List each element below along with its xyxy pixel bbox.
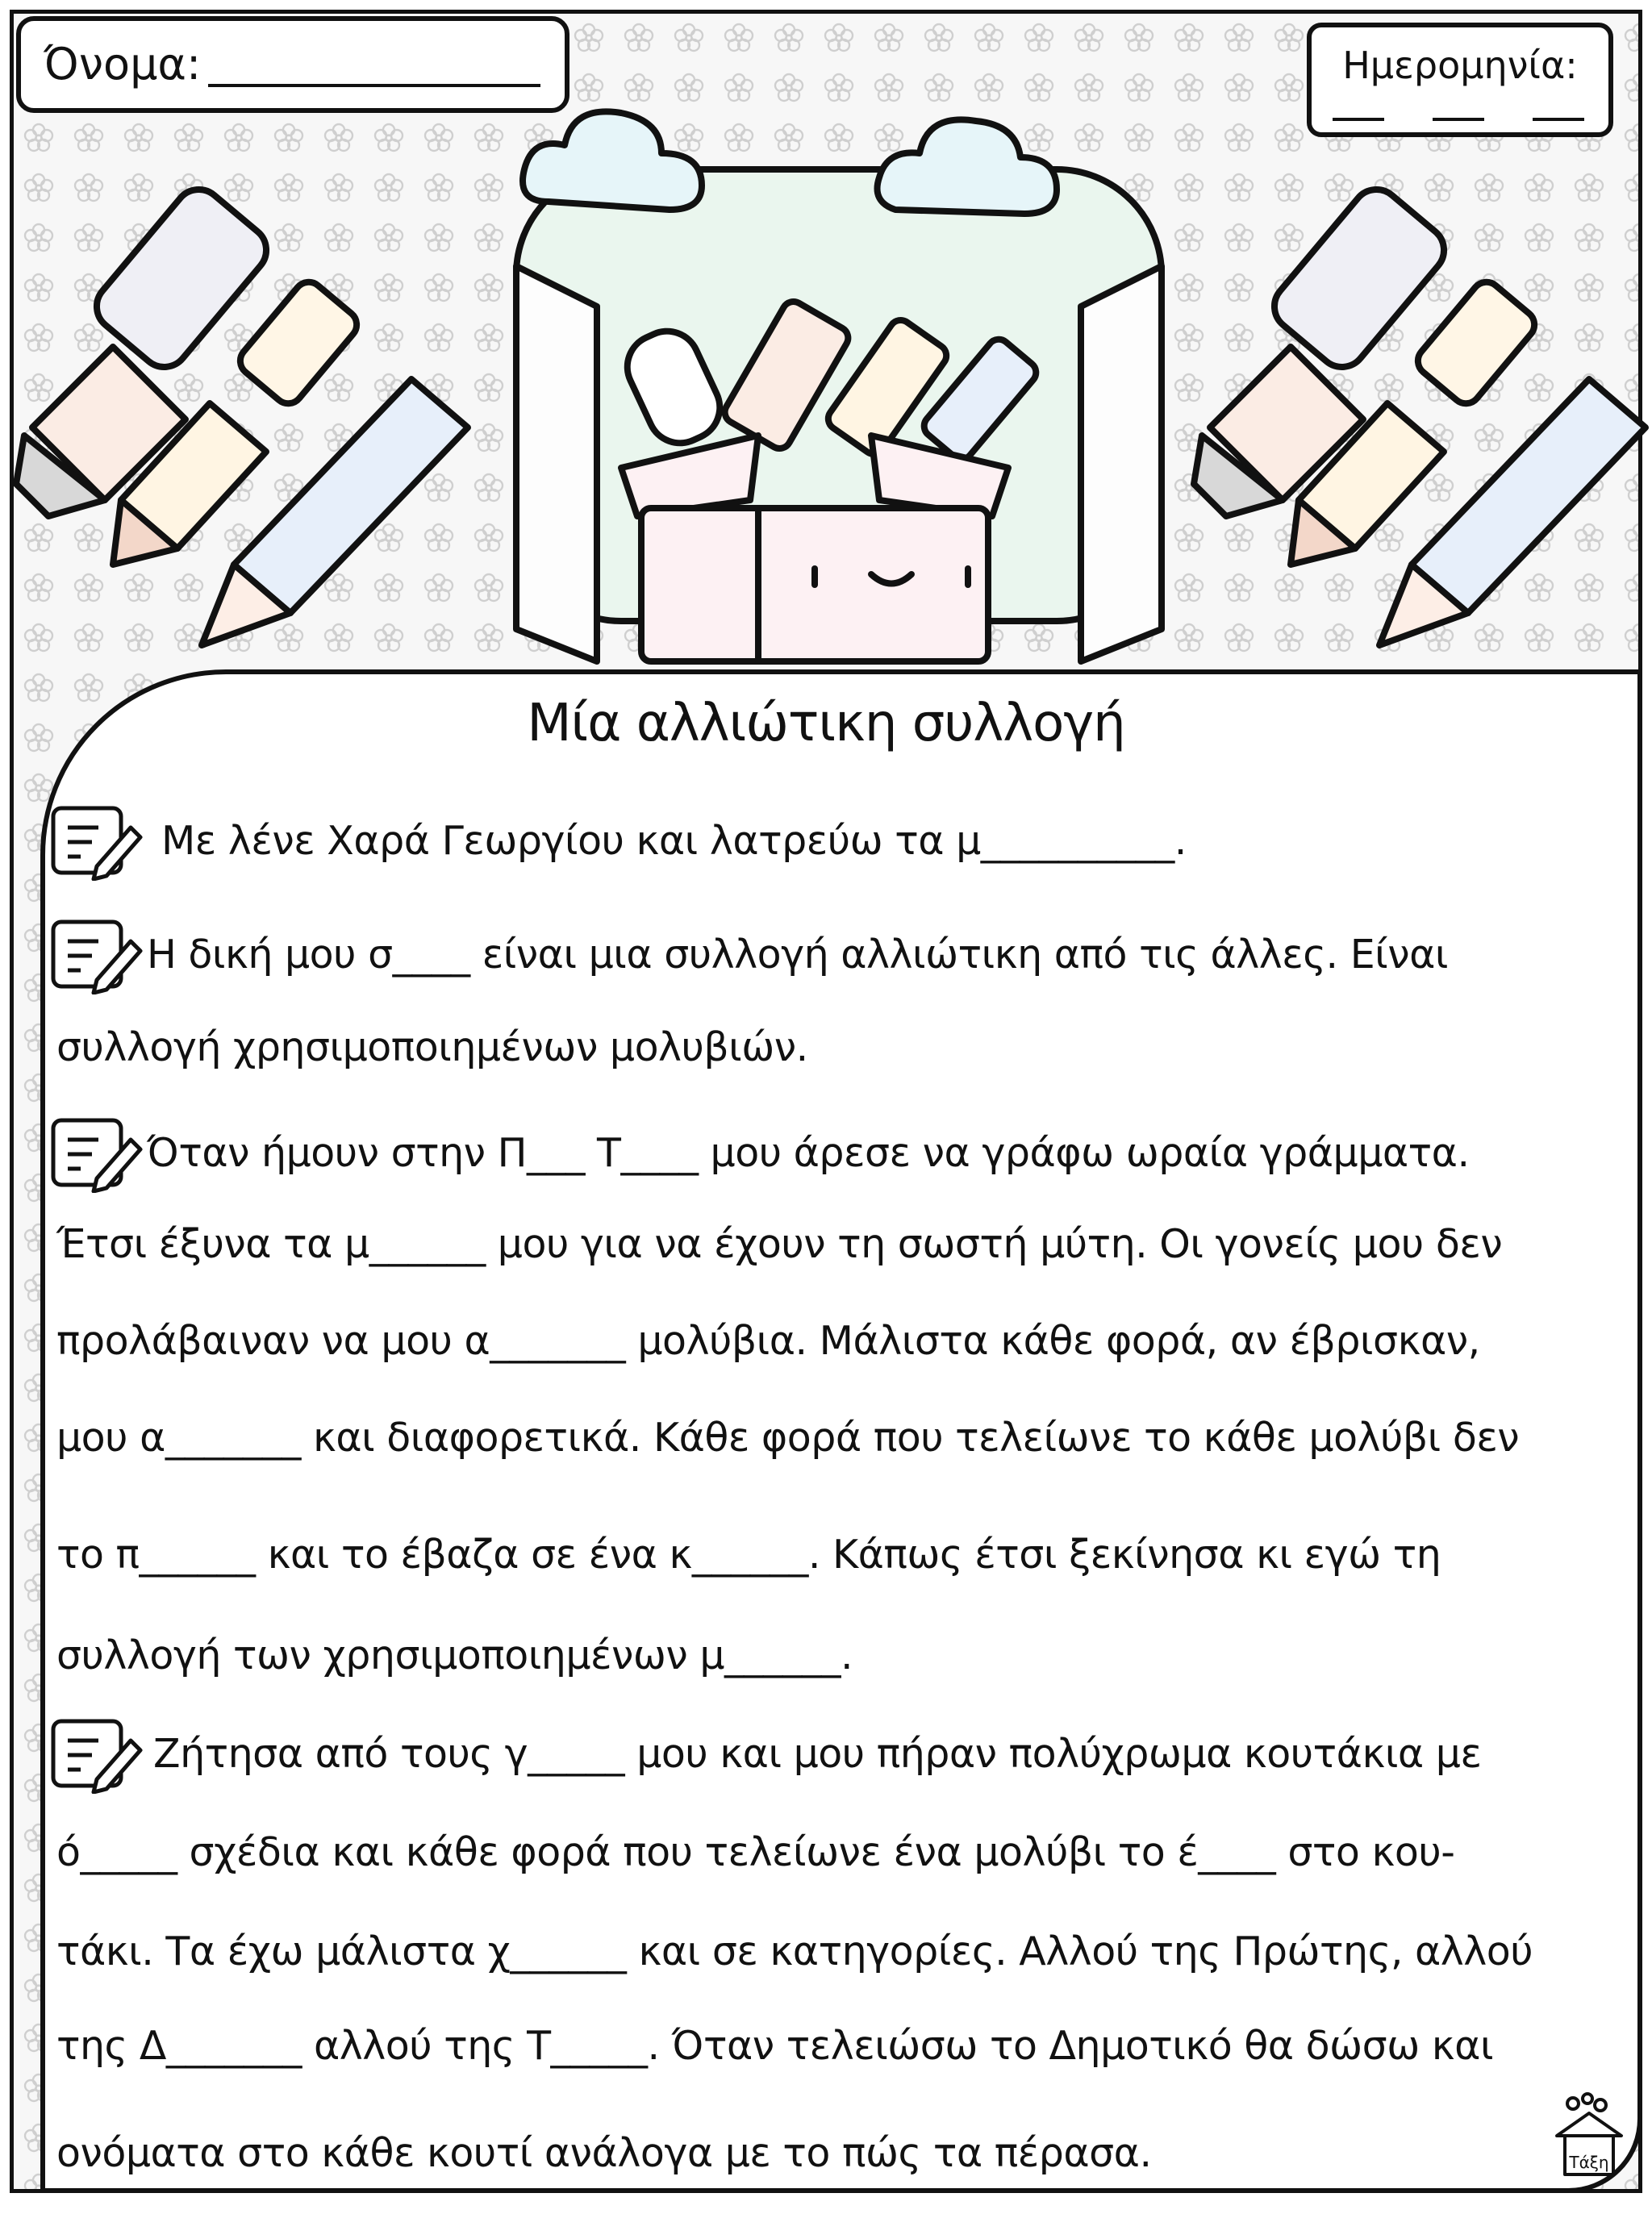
text-line: [48, 1378, 1621, 1499]
date-field[interactable]: [1307, 23, 1613, 137]
text-line: [48, 2093, 1621, 2214]
note-pencil-icon: [48, 1115, 144, 1193]
line-text: ό_____ σχέδια και κάθε φορά που τελείωνε ένα μολύβι το έ____ στο κου-: [56, 1829, 1455, 1875]
name-label: Όνομα:: [44, 39, 202, 90]
class-logo-icon: [1549, 2091, 1629, 2179]
line-text: Με λένε Χαρά Γεωργίου και λατρεύω τα μ__________.: [161, 818, 1187, 864]
note-pencil-icon: [48, 1716, 144, 1794]
note-pencil-icon: [48, 803, 144, 881]
date-year-blank: [1533, 118, 1584, 121]
logo-text: Τάξη: [1569, 2153, 1609, 2172]
line-text: προλάβαιναν να μου α_______ μολύβια. Μάλιστα κάθε φορά, αν έβρισκαν,: [56, 1318, 1480, 1364]
cloud-icon: [523, 111, 702, 210]
date-day-blank: [1333, 118, 1384, 121]
date-label: Ημερομηνία:: [1342, 44, 1578, 87]
line-text: ονόματα στο κάθε κουτί ανάλογα με το πώς τα πέρασα.: [56, 2130, 1152, 2176]
line-text: Ζήτησα από τους γ_____ μου και μου πήραν πολύχρωμα κουτάκια με: [153, 1731, 1482, 1777]
line-text: της Δ_______ αλλού της Τ_____. Όταν τελειώσω το Δημοτικό θα δώσω και: [56, 2023, 1494, 2069]
line-text: συλλογή των χρησιμοποιημένων μ______.: [56, 1632, 853, 1678]
line-text: το π______ και το έβαζα σε ένα κ______. Κάπως έτσι ξεκίνησα κι εγώ τη: [56, 1532, 1441, 1578]
cloud-icon: [878, 119, 1058, 214]
line-text: μου α_______ και διαφορετικά. Κάθε φορά που τελείωνε το κάθε μολύβι δεν: [56, 1415, 1520, 1461]
text-line: [48, 1986, 1621, 2107]
date-month-blank: [1433, 118, 1484, 121]
text-line: [48, 987, 1621, 1108]
note-pencil-icon: [48, 917, 144, 994]
line-text: Όταν ήμουν στην Π___ Τ____ μου άρεσε να γράφω ωραία γράμματα.: [147, 1130, 1470, 1176]
text-line: [48, 781, 1621, 902]
page-title: Μία αλλιώτικη συλλογή: [527, 694, 1125, 753]
name-underline: [208, 84, 540, 87]
line-text: Η δική μου σ____ είναι μια συλλογή αλλιώτικη από τις άλλες. Είναι: [147, 932, 1448, 978]
line-text: Έτσι έξυνα τα μ______ μου για να έχουν τη σωστή μύτη. Οι γονείς μου δεν: [56, 1221, 1503, 1267]
line-text: συλλογή χρησιμοποιημένων μολυβιών.: [56, 1024, 808, 1070]
line-text: τάκι. Τα έχω μάλιστα χ______ και σε κατηγορίες. Αλλού της Πρώτης, αλλού: [56, 1928, 1533, 1974]
pencil-icon: [1379, 379, 1646, 645]
name-field[interactable]: [16, 16, 569, 113]
pencil-icon: [202, 379, 468, 645]
